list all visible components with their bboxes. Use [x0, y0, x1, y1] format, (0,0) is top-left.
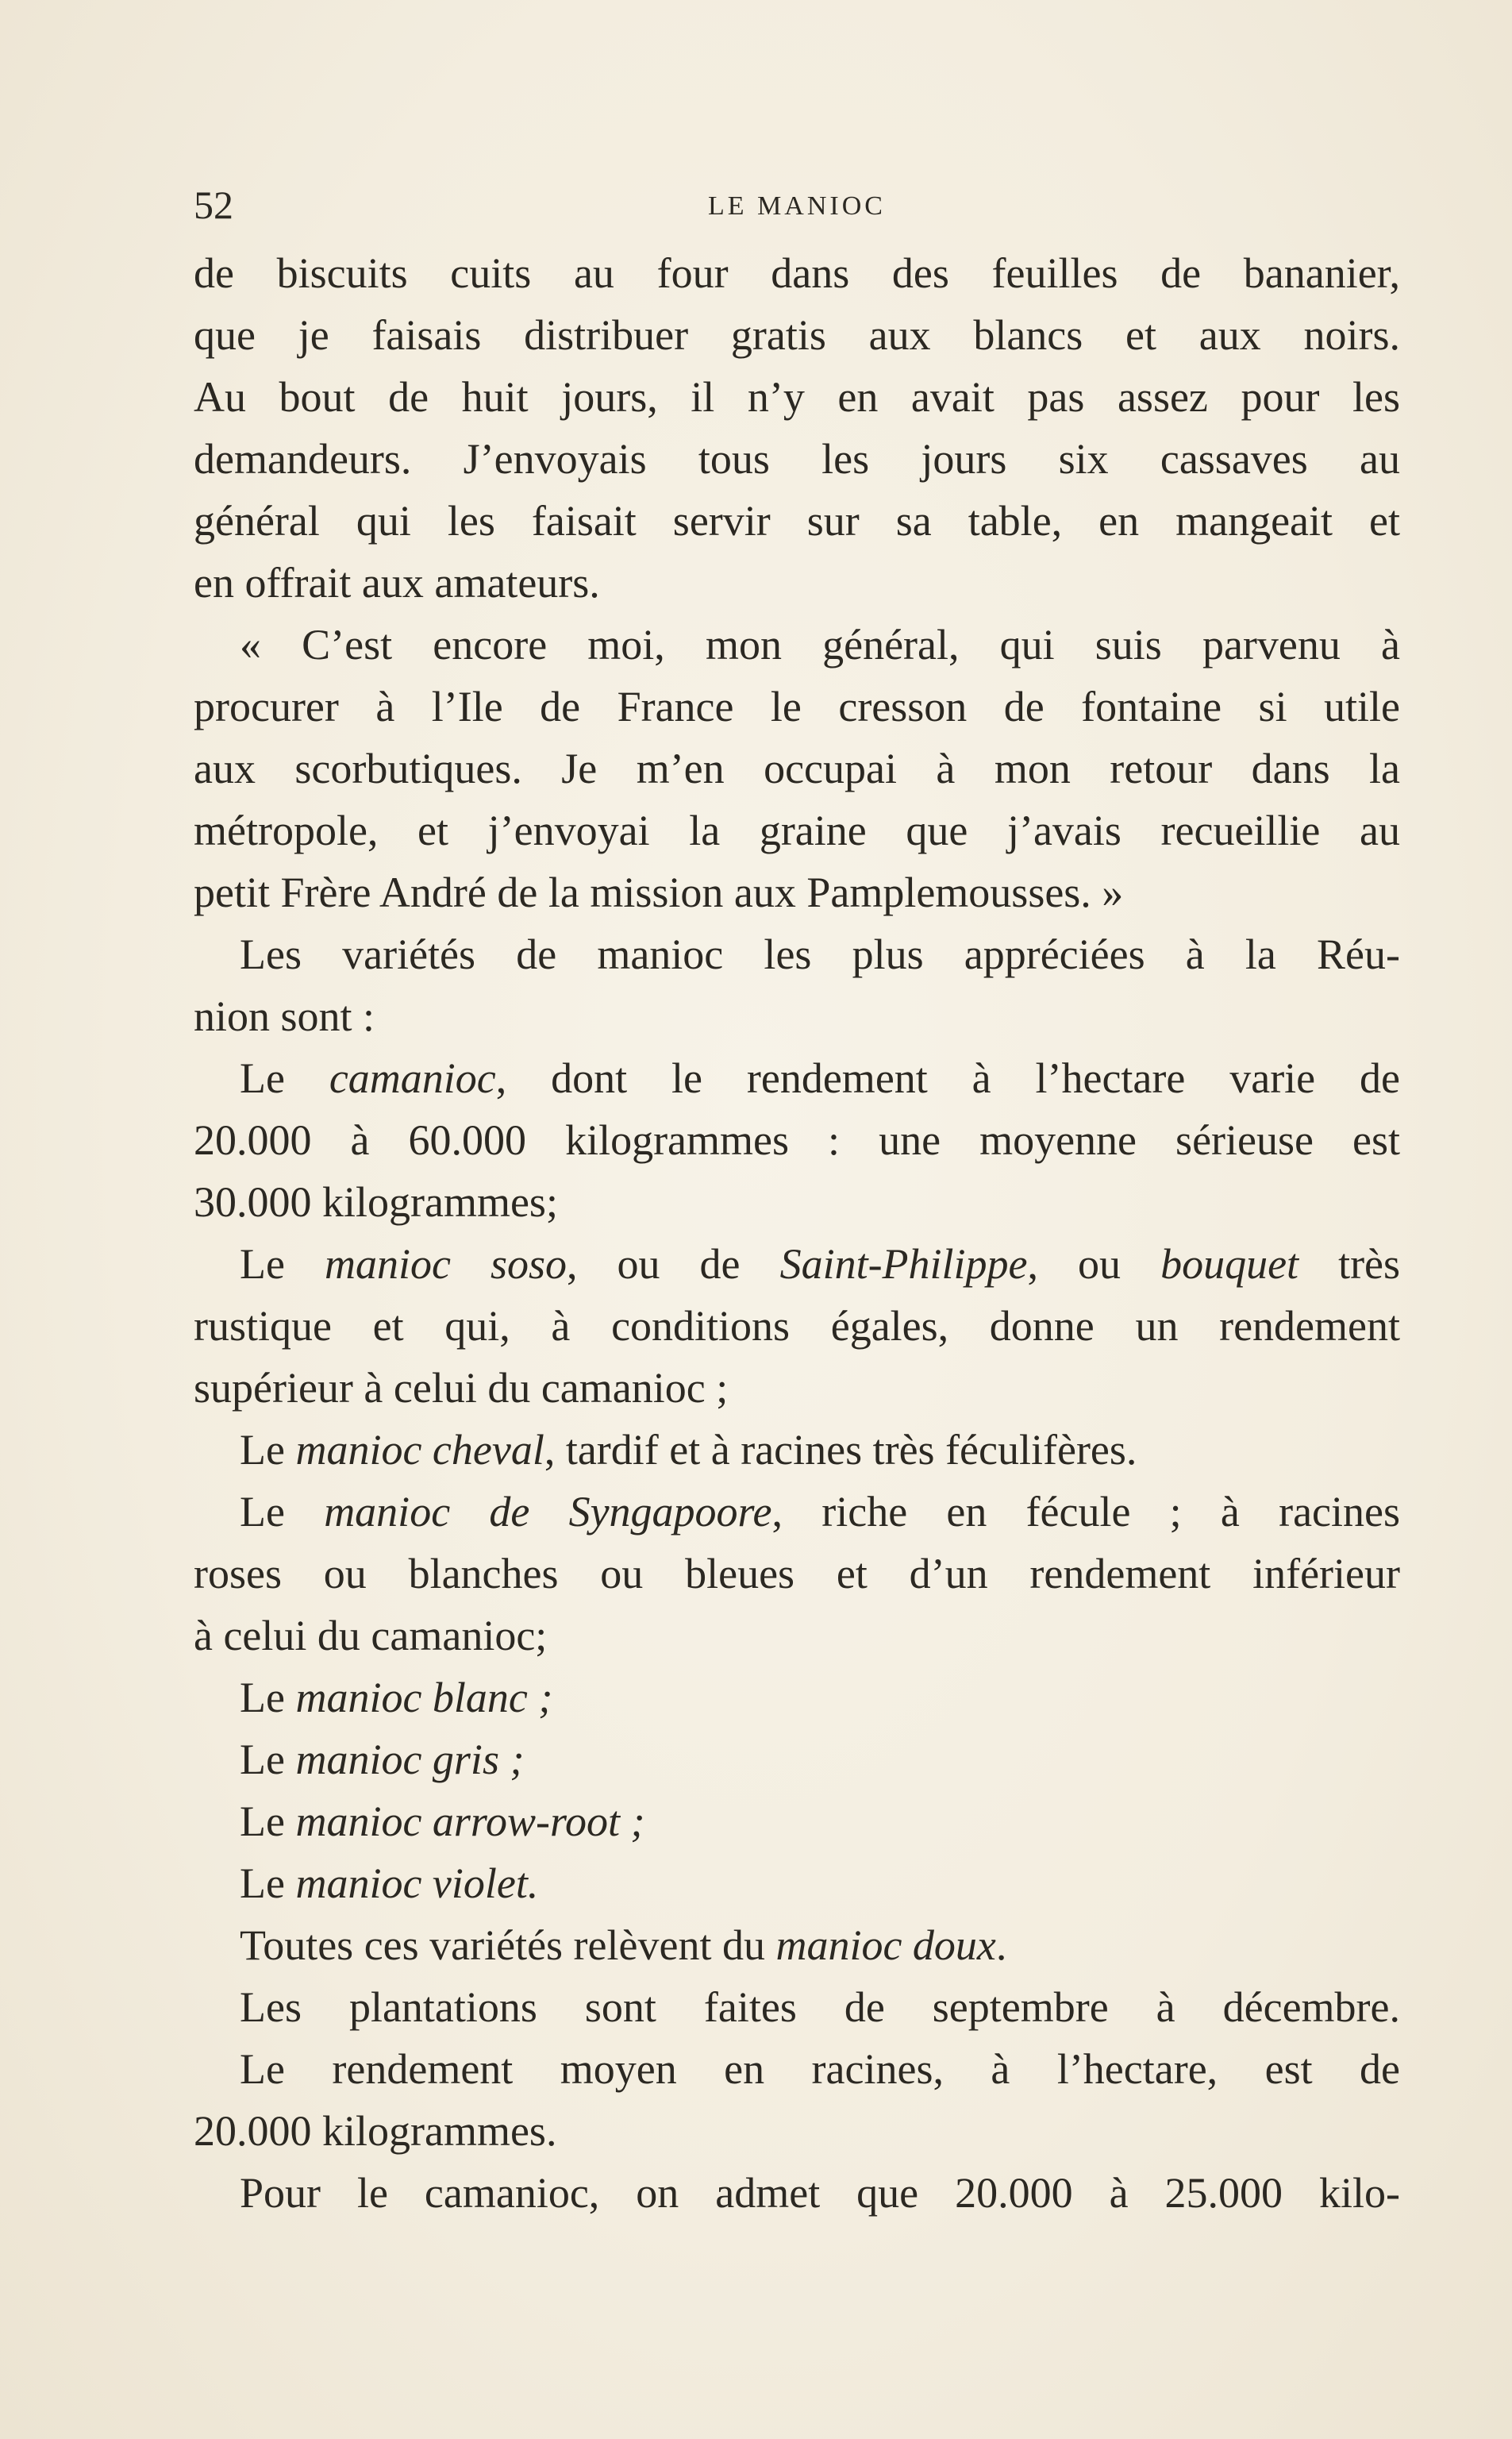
text-segment: 20.000 kilogrammes. — [194, 2107, 557, 2155]
page-number: 52 — [194, 183, 233, 227]
italic-term: Saint-Philippe — [779, 1240, 1028, 1288]
text-line — [194, 1852, 1400, 1914]
text-segment: procurer à l’Ile de France le cresson de fontaine si utile — [194, 683, 1400, 730]
text-segment: Le — [240, 1859, 296, 1907]
text-segment: général qui les faisait servir sur sa table, en mangeait et — [194, 497, 1400, 545]
text-segment: Toutes ces variétés relèvent du — [240, 1921, 776, 1969]
text-line — [194, 428, 1400, 490]
text-segment: aux scorbutiques. Je m’en occupai à mon retour dans la — [194, 745, 1400, 792]
text-line — [194, 552, 1400, 614]
text-line — [194, 366, 1400, 428]
text-segment: , ou de — [567, 1240, 780, 1288]
text-segment: que je faisais distribuer gratis aux blancs et aux noirs. — [194, 311, 1400, 359]
text-line — [194, 490, 1400, 552]
text-line — [194, 1543, 1400, 1605]
text-line — [194, 1976, 1400, 2038]
text-line — [194, 1171, 1400, 1233]
text-line — [194, 242, 1400, 304]
text-segment: en offrait aux amateurs. — [194, 559, 600, 607]
text-segment: très — [1298, 1240, 1400, 1288]
text-segment: rustique et qui, à conditions égales, donne un rendement — [194, 1302, 1400, 1350]
text-line — [194, 923, 1400, 985]
text-segment: roses ou blanches ou bleues et d’un rendement inférieur — [194, 1550, 1400, 1597]
italic-term: manioc violet. — [295, 1859, 539, 1907]
text-segment: petit Frère André de la mission aux Pamplemousses. » — [194, 869, 1124, 916]
text-segment: de biscuits cuits au four dans des feuilles de bananier, — [194, 249, 1400, 297]
text-line — [194, 985, 1400, 1047]
text-line — [194, 800, 1400, 861]
text-line — [194, 1357, 1400, 1419]
text-segment: Les variétés de manioc les plus appréciées à la Réu- — [240, 931, 1400, 978]
italic-term: manioc de Syngapoore — [324, 1488, 772, 1535]
text-segment: à celui du camanioc; — [194, 1612, 548, 1659]
text-segment: Le rendement moyen en racines, à l’hectare, est de — [240, 2045, 1400, 2093]
text-segment: métropole, et j’envoyai la graine que j’avais recueillie au — [194, 807, 1400, 854]
text-line — [194, 1914, 1400, 1976]
text-line — [194, 1481, 1400, 1543]
text-segment: nion sont : — [194, 992, 375, 1040]
text-line — [194, 1605, 1400, 1666]
text-line — [194, 1295, 1400, 1357]
italic-term: manioc cheval — [295, 1426, 544, 1474]
text-segment: Le — [240, 1488, 325, 1535]
text-segment: Le — [240, 1240, 325, 1288]
text-line — [194, 1728, 1400, 1790]
body-text — [194, 242, 1400, 2224]
text-line — [194, 676, 1400, 738]
text-line — [194, 1419, 1400, 1481]
italic-term: camanioc — [329, 1054, 496, 1102]
text-segment: Pour le camanioc, on admet que 20.000 à 25.000 kilo- — [240, 2169, 1400, 2217]
text-segment: Le — [240, 1674, 296, 1721]
text-segment: 30.000 kilogrammes; — [194, 1178, 558, 1226]
text-segment: Les plantations sont faites de septembre à décembre. — [240, 1983, 1400, 2031]
text-line — [194, 1790, 1400, 1852]
text-line — [194, 1109, 1400, 1171]
text-segment: . — [995, 1921, 1007, 1969]
text-segment: Le — [240, 1426, 296, 1474]
text-segment: , riche en fécule ; à racines — [771, 1488, 1400, 1535]
text-line — [194, 304, 1400, 366]
italic-term: manioc arrow-root ; — [295, 1797, 645, 1845]
text-segment: 20.000 à 60.000 kilogrammes : une moyenne sérieuse est — [194, 1116, 1400, 1164]
text-line — [194, 2038, 1400, 2100]
text-segment: Le — [240, 1797, 296, 1845]
italic-term: manioc soso — [324, 1240, 567, 1288]
text-segment: Le — [240, 1736, 296, 1783]
italic-term: manioc doux — [775, 1921, 996, 1969]
text-segment: demandeurs. J’envoyais tous les jours six cassaves au — [194, 435, 1400, 483]
text-segment: « C’est encore moi, mon général, qui suis parvenu à — [240, 621, 1400, 669]
italic-term: bouquet — [1160, 1240, 1299, 1288]
text-segment: Au bout de huit jours, il n’y en avait pas assez pour les — [194, 373, 1400, 421]
running-title: LE MANIOC — [708, 191, 886, 221]
text-segment: , ou — [1027, 1240, 1161, 1288]
text-segment: , dont le rendement à l’hectare varie de — [495, 1054, 1400, 1102]
italic-term: manioc blanc ; — [295, 1674, 553, 1721]
text-segment: , tardif et à racines très féculifères. — [544, 1426, 1137, 1474]
page-header — [194, 181, 1400, 229]
text-line — [194, 1047, 1400, 1109]
text-segment: Le — [240, 1054, 329, 1102]
text-line — [194, 861, 1400, 923]
text-line — [194, 1666, 1400, 1728]
text-line — [194, 2100, 1400, 2162]
text-line — [194, 614, 1400, 676]
italic-term: manioc gris ; — [295, 1736, 525, 1783]
text-line — [194, 738, 1400, 800]
text-segment: supérieur à celui du camanioc ; — [194, 1364, 729, 1412]
text-line — [194, 1233, 1400, 1295]
text-line — [194, 2162, 1400, 2224]
